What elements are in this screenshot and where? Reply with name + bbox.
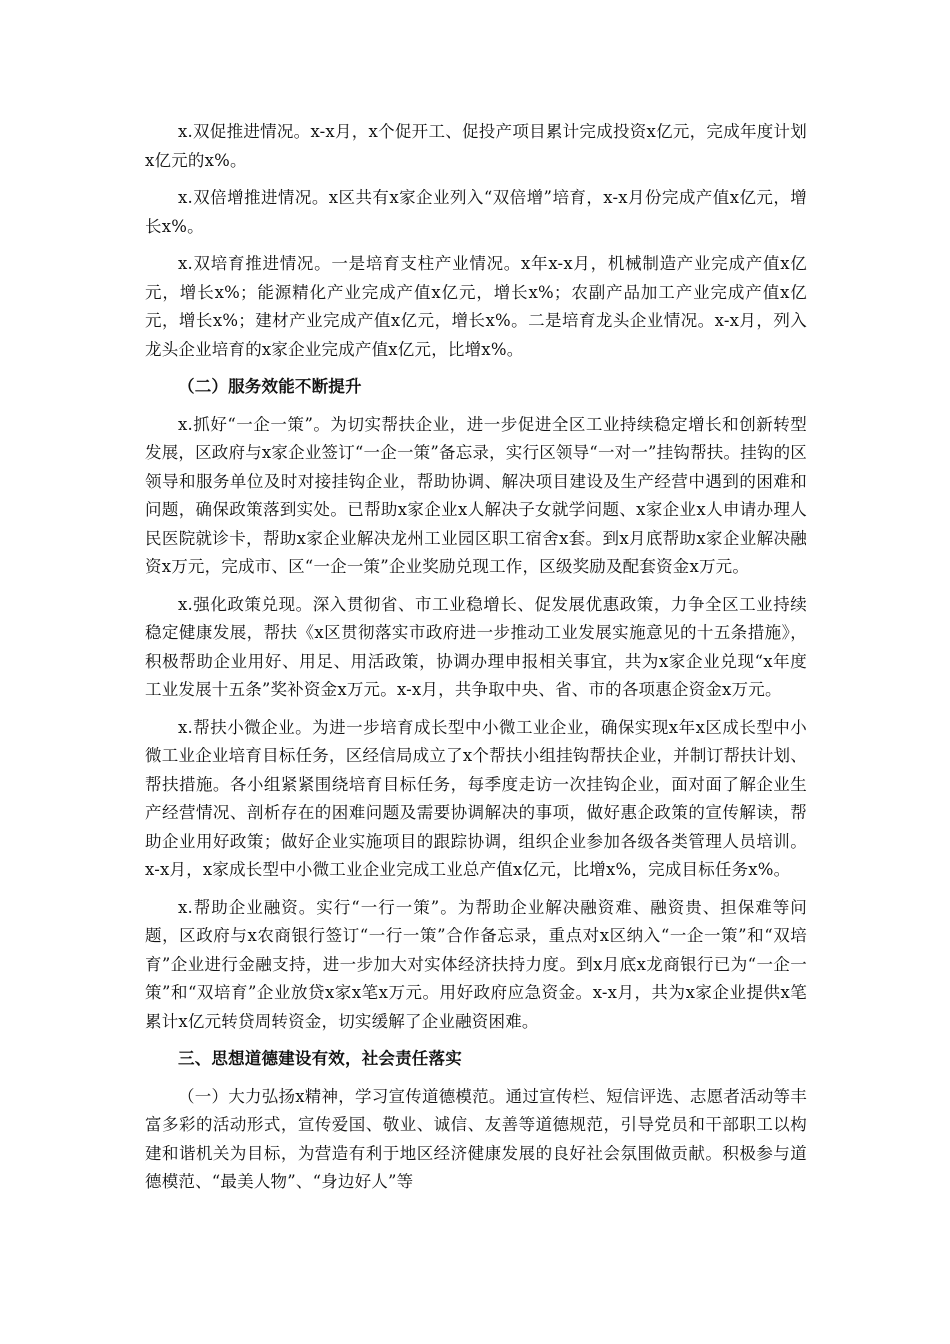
paragraph-dual-cultivation: x.双培育推进情况。一是培育支柱产业情况。x年x-x月，机械制造产业完成产值x亿元，增长x%；能源精化产业完成产值x亿元，增长x%；农副产品加工产业完成产值x亿元，增长x%；建材产业完成产值x亿元，增长x%。二是培育龙头企业情况。x-x月，列入龙头企业培育的x家企业完成产值x亿元，比增x%。 (145, 254, 807, 359)
paragraph-dual-promotion: x.双促推进情况。x-x月，x个促开工、促投产项目累计完成投资x亿元，完成年度计划x亿元的x%。 (145, 122, 807, 170)
document-page (145, 118, 807, 1206)
paragraph-small-micro-support: x.帮扶小微企业。为进一步培育成长型中小微工业企业，确保实现x年x区成长型中小微工业企业培育目标任务，区经信局成立了x个帮扶小组挂钩帮扶企业，并制订帮扶计划、帮扶措施。各小组紧紧围绕培育目标任务，每季度走访一次挂钩企业，面对面了解企业生产经营情况、剖析存在的困难问题及需要协调解决的事项，做好惠企政策的宣传解读，帮助企业用好政策；做好企业实施项目的跟踪协调，组织企业参加各级各类管理人员培训。x-x月，x家成长型中小微工业企业完成工业总产值x亿元，比增x%，完成目标任务x%。 (145, 717, 807, 879)
paragraph-moral-models: （一）大力弘扬x精神，学习宣传道德模范。通过宣传栏、短信评选、志愿者活动等丰富多彩的活动形式，宣传爱国、敬业、诚信、友善等道德规范，引导党员和干部职工以构建和谐机关为目标，为营造有利于地区经济健康发展的良好社会氛围做贡献。积极参与道德模范、“最美人物”、“身边好人”等 (145, 1086, 807, 1191)
paragraph-one-enterprise-one-policy: x.抓好“一企一策”。为切实帮扶企业，进一步促进全区工业持续稳定增长和创新转型发展，区政府与x家企业签订“一企一策”备忘录，实行区领导“一对一”挂钩帮扶。挂钩的区领导和服务单位及时对接挂钩企业，帮助协调、解决项目建设及生产经营中遇到的困难和问题，确保政策落到实处。已帮助x家企业x人解决子女就学问题、x家企业x人申请办理人民医院就诊卡，帮助x家企业解决龙州工业园区职工宿舍x套。到x月底帮助x家企业解决融资x万元，完成市、区“一企一策”企业奖励兑现工作，区级奖励及配套资金x万元。 (145, 414, 807, 576)
paragraph-enterprise-financing: x.帮助企业融资。实行“一行一策”。为帮助企业解决融资难、融资贵、担保难等问题，区政府与x农商银行签订“一行一策”合作备忘录，重点对x区纳入“一企一策”和“双培育”企业进行金融支持，进一步加大对实体经济扶持力度。到x月底x龙商银行已为“一企一策”和“双培育”企业放贷x家x笔x万元。用好政府应急资金。x-x月，共为x家企业提供x笔累计x亿元转贷周转资金，切实缓解了企业融资困难。 (145, 897, 807, 1031)
section-heading-moral-construction: 三、思想道德建设有效，社会责任落实 (178, 1049, 462, 1068)
paragraph-policy-fulfillment: x.强化政策兑现。深入贯彻省、市工业稳增长、促发展优惠政策，力争全区工业持续稳定健康发展，帮扶《x区贯彻落实市政府进一步推动工业发展实施意见的十五条措施》，积极帮助企业用好、用足、用活政策，协调办理申报相关事宜，共为x家企业兑现“x年度工业发展十五条”奖补资金x万元。x-x月，共争取中央、省、市的各项惠企资金x万元。 (145, 594, 807, 699)
section-heading-service-efficiency: （二）服务效能不断提升 (178, 377, 362, 396)
paragraph-dual-doubling: x.双倍增推进情况。x区共有x家企业列入“双倍增”培育，x-x月份完成产值x亿元，增长x%。 (145, 188, 807, 236)
